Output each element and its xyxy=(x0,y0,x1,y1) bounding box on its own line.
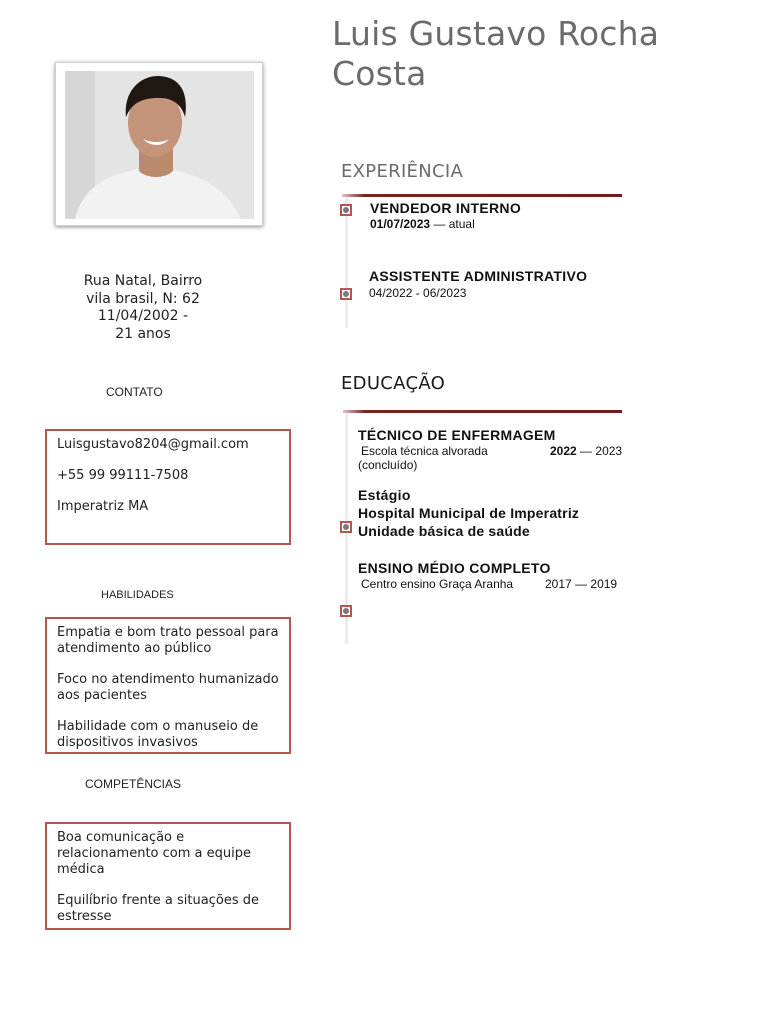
education-period xyxy=(550,444,622,458)
internship-place: Unidade básica de saúde xyxy=(358,523,530,539)
competency-item: Boa comunicação e relacionamento com a equipe médica xyxy=(57,830,251,877)
city: Imperatriz MA xyxy=(57,499,149,514)
profile-photo xyxy=(65,71,254,219)
education-rule xyxy=(343,410,622,413)
address-block xyxy=(70,273,216,343)
education-sep: — xyxy=(580,444,593,458)
job-start: 01/07/2023 xyxy=(370,217,431,231)
internship-title: Estágio xyxy=(358,487,411,503)
competency-item: Equilíbrio frente a situações de estresse xyxy=(57,893,259,924)
age: 21 anos xyxy=(115,325,171,342)
education-title: EDUCAÇÃO xyxy=(341,373,446,394)
job-title: ASSISTENTE ADMINISTRATIVO xyxy=(369,268,588,284)
job-date-sep: — xyxy=(433,217,446,231)
skill-item: Empatia e bom trato pessoal para atendimento ao público xyxy=(57,625,279,656)
skill-item: Habilidade com o manuseio de dispositivos invasivos xyxy=(57,719,259,750)
education-course: TÉCNICO DE ENFERMAGEM xyxy=(358,427,556,443)
education-course: ENSINO MÉDIO COMPLETO xyxy=(358,560,551,576)
education-status: (concluído) xyxy=(358,458,418,472)
competencies-label: COMPETÊNCIAS xyxy=(85,777,182,791)
skill-item: Foco no atendimento humanizado aos pacientes xyxy=(57,672,279,703)
job-title: VENDEDOR INTERNO xyxy=(370,200,522,216)
timeline-bullet xyxy=(340,605,352,617)
contact-box xyxy=(45,429,291,545)
timeline-bullet xyxy=(340,204,352,216)
education-end: 2023 xyxy=(595,444,623,458)
profile-photo-frame xyxy=(55,62,263,226)
education-school: Escola técnica alvorada xyxy=(361,444,488,458)
skills-label: HABILIDADES xyxy=(101,589,174,601)
phone[interactable]: +55 99 99111-7508 xyxy=(57,468,189,483)
education-start: 2017 xyxy=(545,577,572,591)
education-start: 2022 xyxy=(550,444,577,458)
skills-box xyxy=(45,617,291,754)
education-sep: — xyxy=(575,577,588,591)
candidate-name: Luis Gustavo Rocha Costa xyxy=(332,14,660,93)
email[interactable]: Luisgustavo8204@gmail.com xyxy=(57,437,249,452)
timeline-bullet xyxy=(340,288,352,300)
address-line: vila brasil, N: 62 xyxy=(86,290,200,307)
birth-date: 11/04/2002 - xyxy=(97,308,189,324)
education-period xyxy=(545,577,617,591)
job-end: atual xyxy=(448,217,475,231)
contact-label: CONTATO xyxy=(106,385,163,399)
profile-photo-image xyxy=(65,71,254,219)
address-line: Rua Natal, Bairro xyxy=(83,273,203,289)
education-end: 2019 xyxy=(590,577,618,591)
competencies-box xyxy=(45,822,291,930)
job-date: 04/2022 - 06/2023 xyxy=(369,286,467,300)
education-school: Centro ensino Graça Aranha xyxy=(361,577,514,591)
experience-timeline xyxy=(345,198,348,328)
job-date xyxy=(370,217,475,231)
timeline-bullet xyxy=(340,521,352,533)
experience-title: EXPERIÊNCIA xyxy=(341,161,464,182)
experience-rule xyxy=(342,194,622,197)
internship-place: Hospital Municipal de Imperatriz xyxy=(358,505,580,521)
